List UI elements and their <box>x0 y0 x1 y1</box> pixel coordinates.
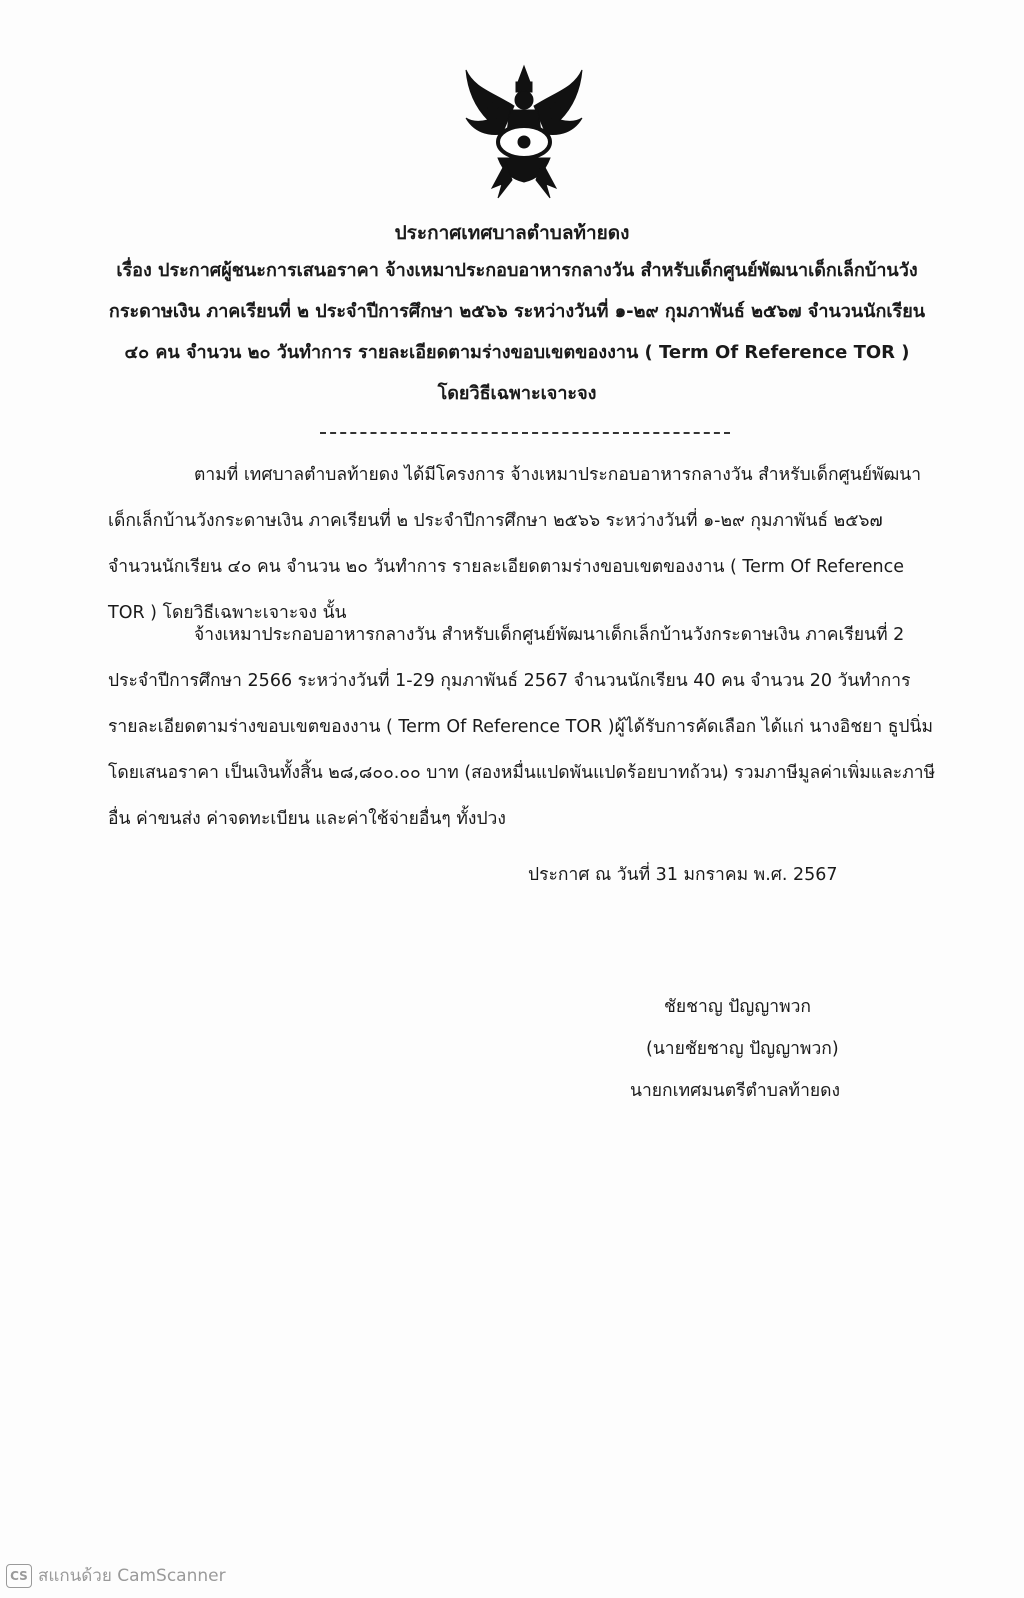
scanner-watermark <box>6 1562 226 1589</box>
body-paragraph-1: ตามที่ เทศบาลตำบลท้ายดง ได้มีโครงการ จ้างเหมาประกอบอาหารกลางวัน สำหรับเด็กศูนย์พัฒนาเด็กเล็กบ้านวังกระดาษเงิน ภาคเรียนที่ ๒ ประจำปีการศึกษา ๒๕๖๖ ระหว่างวันที่ ๑-๒๙ กุมภาพันธ์ ๒๕๖๗ จำนวนนักเรียน ๔๐ คน จำนวน ๒๐ วันทำการ รายละเอียดตามร่างขอบเขตของงาน ( Term Of Reference TOR ) โดยวิธีเฉพาะเจาะจง นั้น <box>108 465 922 623</box>
scanner-label: สแกนด้วย CamScanner <box>38 1566 226 1586</box>
garuda-emblem-icon <box>458 62 590 202</box>
camscanner-logo-icon: CS <box>6 1564 32 1588</box>
body-paragraph-2: จ้างเหมาประกอบอาหารกลางวัน สำหรับเด็กศูนย์พัฒนาเด็กเล็กบ้านวังกระดาษเงิน ภาคเรียนที่ 2 ประจำปีการศึกษา 2566 ระหว่างวันที่ 1-29 กุมภาพันธ์ 2567 จำนวนนักเรียน 40 คน จำนวน 20 วันทำการ รายละเอียดตามร่างขอบเขตของงาน ( Term Of Reference TOR )ผู้ได้รับการคัดเลือก ได้แก่ นางอิชยา ธูปนิ่ม โดยเสนอราคา เป็นเงินทั้งสิ้น ๒๘,๘๐๐.๐๐ บาท (สองหมื่นแปดพันแปดร้อยบาทถ้วน) รวมภาษีมูลค่าเพิ่มและภาษีอื่น ค่าขนส่ง ค่าจดทะเบียน และค่าใช้จ่ายอื่นๆ ทั้งปวง <box>108 625 936 829</box>
announcement-title: ประกาศเทศบาลตำบลท้ายดง <box>394 222 630 244</box>
signature-position: นายกเทศมนตรีตำบลท้ายดง <box>630 1081 841 1101</box>
divider-line <box>320 432 730 434</box>
announcement-subject: เรื่อง ประกาศผู้ชนะการเสนอราคา จ้างเหมาประกอบอาหารกลางวัน สำหรับเด็กศูนย์พัฒนาเด็กเล็กบ้านวังกระดาษเงิน ภาคเรียนที่ ๒ ประจำปีการศึกษา ๒๕๖๖ ระหว่างวันที่ ๑-๒๙ กุมภาพันธ์ ๒๕๖๗ จำนวนนักเรียน ๔๐ คน จำนวน ๒๐ วันทำการ รายละเอียดตามร่างขอบเขตของงาน ( Term Of Reference TOR ) โดยวิธีเฉพาะเจาะจง <box>108 260 926 404</box>
announcement-date: ประกาศ ณ วันที่ 31 มกราคม พ.ศ. 2567 <box>528 865 838 885</box>
signature-fullname: (นายชัยชาญ ปัญญาพวก) <box>646 1039 839 1059</box>
signature-name: ชัยชาญ ปัญญาพวก <box>664 997 812 1017</box>
